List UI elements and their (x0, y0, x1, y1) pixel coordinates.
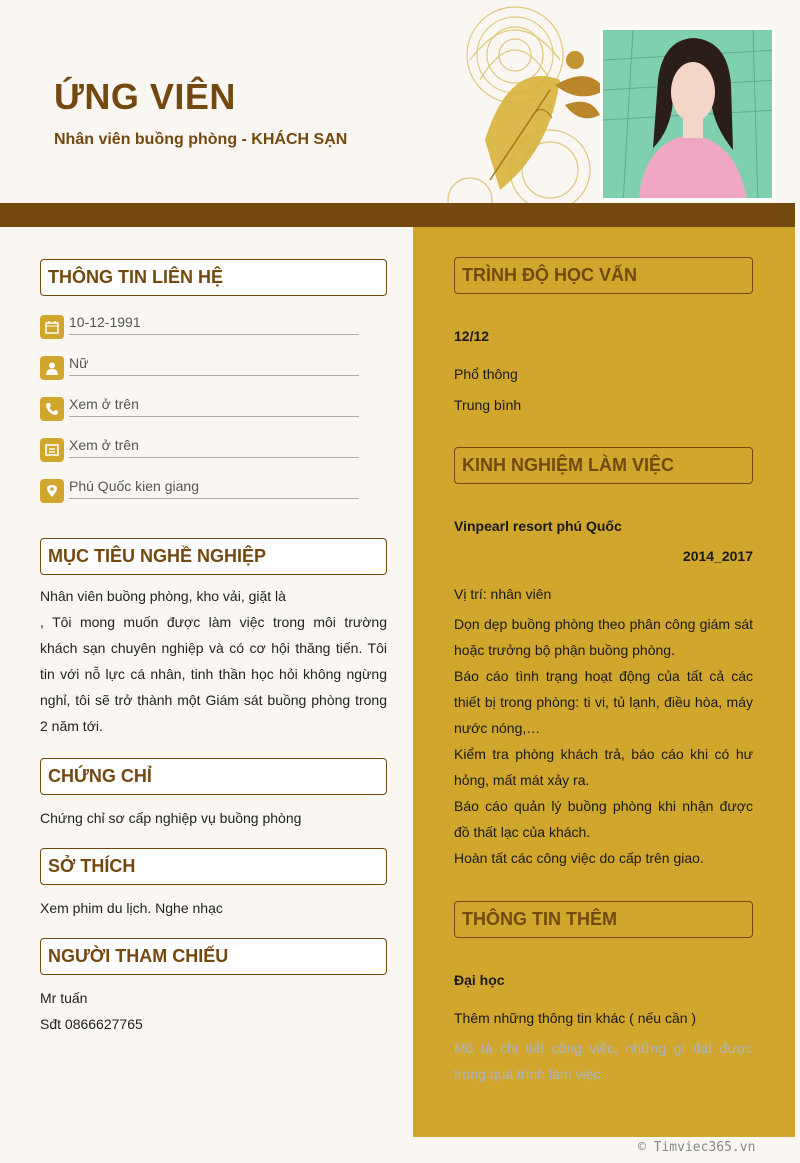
references-section-title: NGƯỜI THAM CHIẾU (40, 938, 387, 975)
experience-position: Vị trí: nhân viên (454, 586, 552, 602)
right-column (413, 227, 795, 1137)
contact-section-title: THÔNG TIN LIÊN HỆ (40, 259, 387, 296)
phone-icon (40, 397, 64, 421)
experience-section-title: KINH NGHIỆM LÀM VIỆC (454, 447, 753, 484)
objective-section-title: MỤC TIÊU NGHỀ NGHIỆP (40, 538, 387, 575)
extra-section-title: THÔNG TIN THÊM (454, 901, 753, 938)
duty-item: Dọn dẹp buồng phòng theo phân công giám sát hoặc trưởng bộ phận buồng phòng. (454, 616, 753, 658)
certificates-text: Chứng chỉ sơ cấp nghiệp vụ buồng phòng (40, 810, 302, 826)
duty-item: Báo cáo quản lý buồng phòng khi nhận được đồ thất lạc của khách. (454, 798, 753, 840)
left-column (40, 259, 387, 1037)
extra-text: Thêm những thông tin khác ( nếu cần ) (454, 1010, 697, 1026)
hobbies-section-title: SỞ THÍCH (40, 848, 387, 885)
experience-company: Vinpearl resort phú Quốc (454, 518, 622, 534)
header-band (0, 203, 795, 227)
duty-item: Báo cáo tình trạng hoạt động của tất cả các thiết bị trong phòng: ti vi, tủ lạnh, điều hòa, máy nước nóng,… (454, 668, 753, 736)
contact-item-email (40, 425, 387, 466)
duty-item: Hoàn tất các công việc do cấp trên giao. (454, 850, 704, 866)
email-value: Xem ở trên (69, 437, 359, 458)
email-icon (40, 438, 64, 462)
gender-value: Nữ (69, 355, 359, 376)
location-icon (40, 479, 64, 503)
objective-line-1: Nhân viên buồng phòng, kho vải, giặt là (40, 588, 286, 604)
contact-item-gender (40, 343, 387, 384)
certificates-section-title: CHỨNG CHỈ (40, 758, 387, 795)
contact-item-birthdate (40, 302, 387, 343)
contact-item-phone (40, 384, 387, 425)
contact-list (40, 302, 387, 507)
education-section-title: TRÌNH ĐỘ HỌC VẤN (454, 257, 753, 294)
candidate-photo (600, 27, 775, 201)
phone-value: Xem ở trên (69, 396, 359, 417)
education-grade: Trung bình (454, 397, 522, 413)
person-icon (40, 356, 64, 380)
duty-item: Kiểm tra phòng khách trả, báo cáo khi có hư hỏng, mất mát xảy ra. (454, 746, 753, 788)
experience-duties (454, 611, 753, 871)
objective-text: , Tôi mong muốn được làm việc trong môi trường khách sạn chuyên nghiệp và có cơ hội thăng tiến. Tôi tin với nỗ lực cá nhân, tinh thần học hỏi không ngừng nghỉ, tôi sẽ trở thành một Giám sát buồng phòng trong 2 năm tới. (40, 614, 387, 734)
education-level: 12/12 (454, 328, 490, 344)
calendar-icon (40, 315, 64, 339)
candidate-name: ỨNG VIÊN (54, 76, 236, 117)
extra-heading: Đại học (454, 972, 505, 988)
watermark: © Timviec365.vn (638, 1140, 756, 1155)
birthdate-value: 10-12-1991 (69, 314, 359, 335)
resume-header (0, 0, 800, 203)
reference-name: Mr tuấn (40, 990, 88, 1006)
contact-item-address (40, 466, 387, 507)
education-school: Phổ thông (454, 366, 518, 382)
address-value: Phú Quốc kien giang (69, 478, 359, 499)
hobbies-text: Xem phim du lịch. Nghe nhạc (40, 900, 223, 916)
job-title: Nhân viên buồng phòng - KHÁCH SẠN (54, 131, 348, 148)
extra-placeholder: Mô tả chi tiết công việc, những gì đạt được trong quá trình làm việc. (454, 1040, 753, 1082)
reference-phone: Sđt 0866627765 (40, 1016, 143, 1032)
experience-period: 2014_2017 (682, 548, 753, 564)
